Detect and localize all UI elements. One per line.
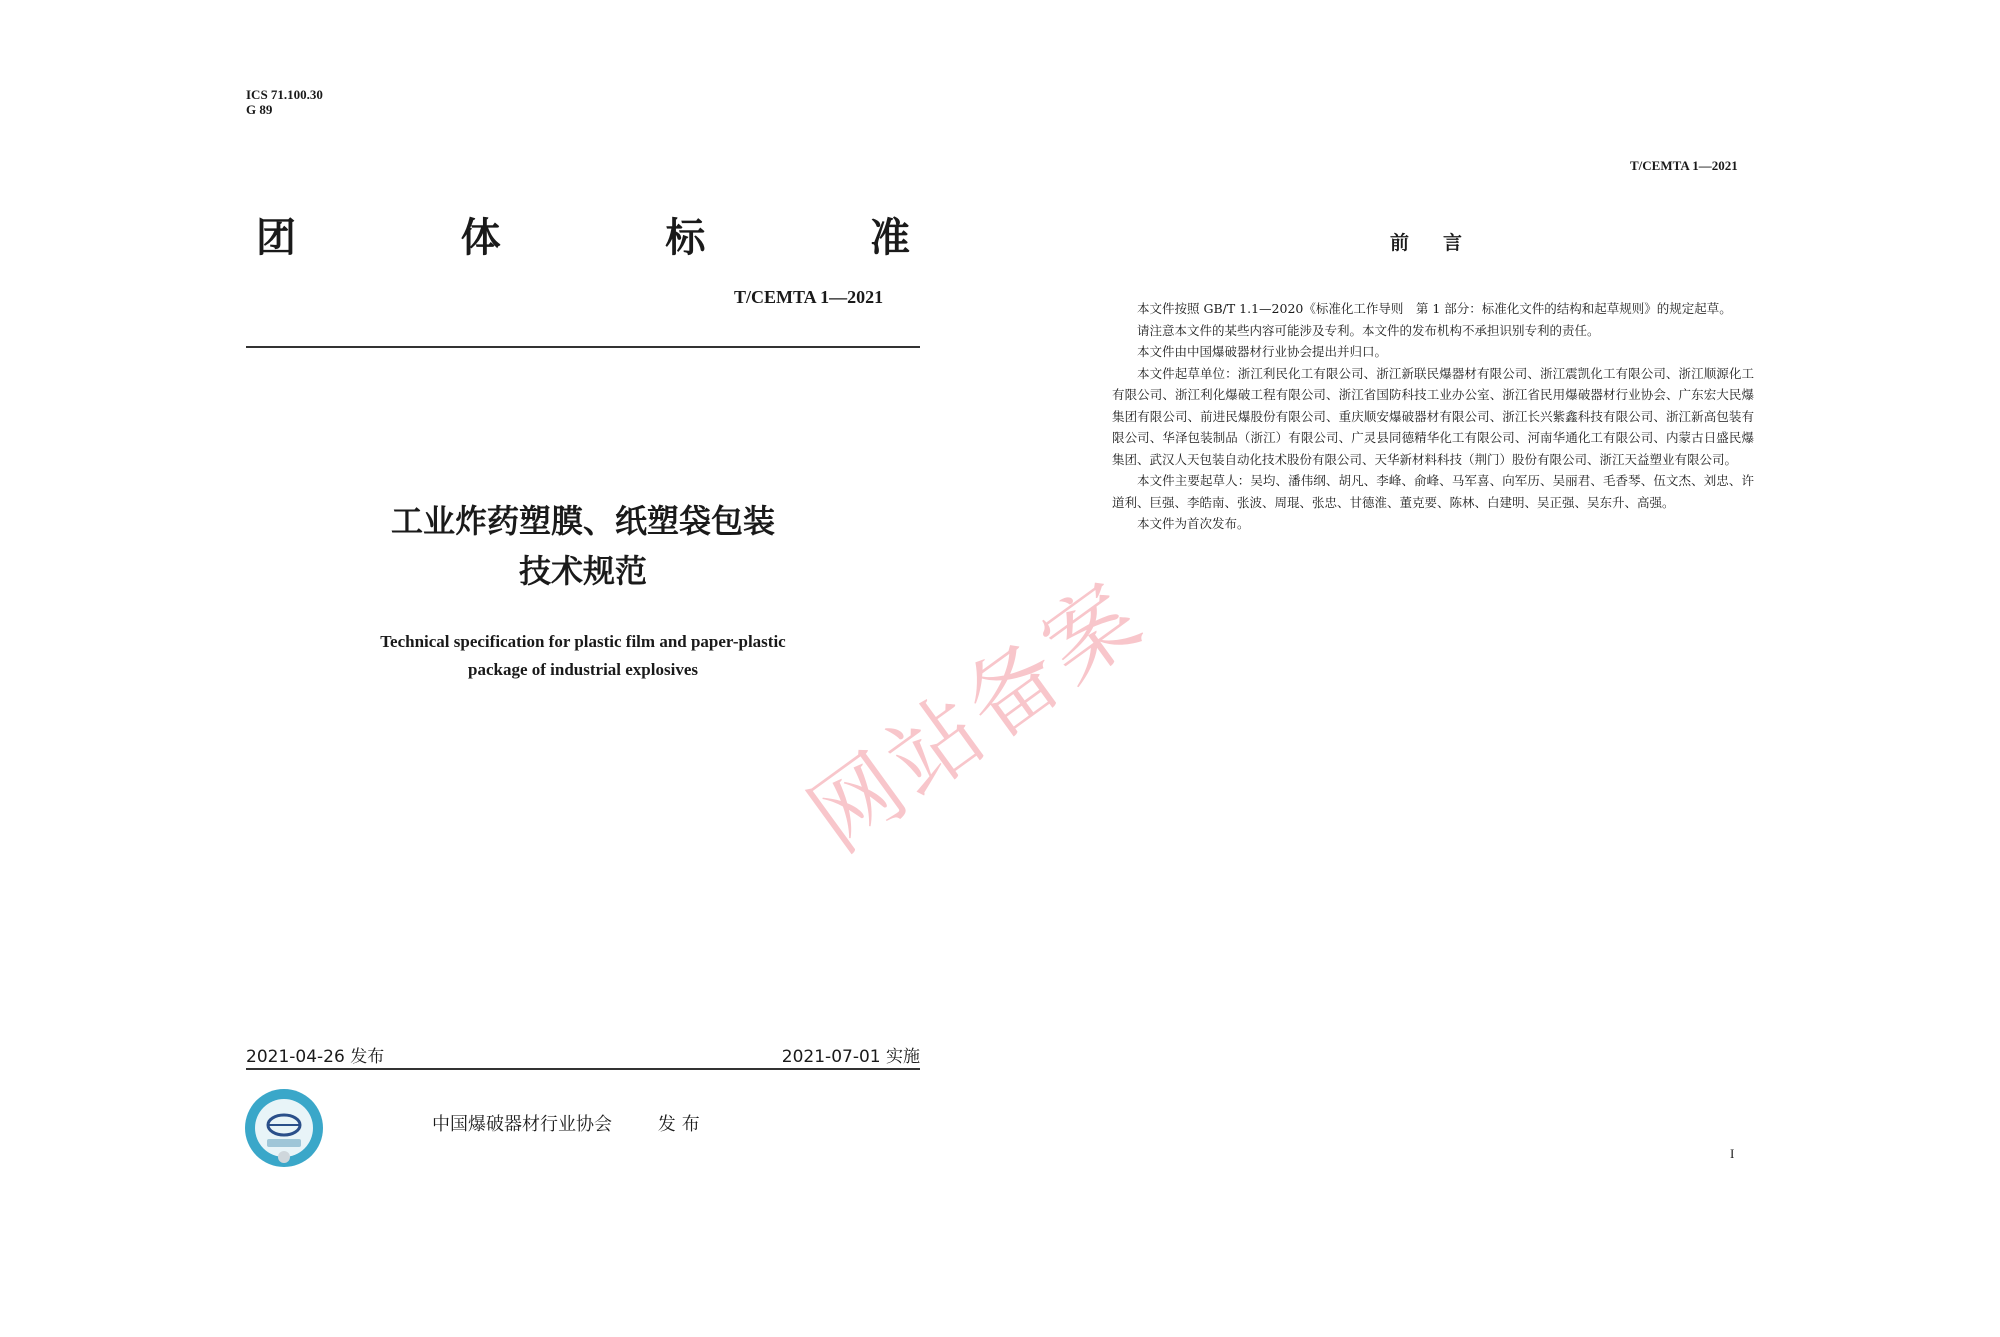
foreword-header-number: T/CEMTA 1—2021	[1630, 158, 1738, 173]
class-code: G 89	[246, 102, 273, 117]
foreword-paragraph-5: 本文件主要起草人：吴均、潘伟纲、胡凡、李峰、俞峰、马军喜、向军历、吴丽君、毛香琴、伍文杰、刘忠、许道利、巨强、李皓南、张波、周琨、张忠、甘德淮、董克要、陈林、白建明、吴正强、吴东升、高强。	[1112, 473, 1754, 510]
foreword-body	[1112, 298, 1754, 535]
ics-code: ICS 71.100.30	[246, 87, 323, 102]
page-number: I	[1730, 1146, 1735, 1161]
title-english	[246, 628, 920, 684]
foreword-paragraph-2: 请注意本文件的某些内容可能涉及专利。本文件的发布机构不承担识别专利的责任。	[1137, 322, 1600, 338]
title-chinese-line-1: 工业炸药塑膜、纸塑袋包装	[390, 502, 775, 540]
date-row	[246, 1042, 920, 1067]
publisher-name: 中国爆破器材行业协会	[432, 1114, 612, 1135]
standard-number: T/CEMTA 1—2021	[734, 287, 884, 307]
title-chinese	[246, 496, 920, 596]
title-english-line-2: package of industrial explosives	[468, 660, 698, 679]
title-chinese-line-2: 技术规范	[518, 552, 647, 590]
standard-type-heading	[256, 206, 912, 266]
certification-seal-icon	[243, 1087, 325, 1169]
bottom-divider	[246, 1068, 920, 1070]
foreword-paragraph-1: 本文件按照 GB/T 1.1—2020《标准化工作导则 第 1 部分：标准化文件的结构和起草规则》的规定起草。	[1137, 301, 1732, 316]
foreword-paragraph-4: 本文件起草单位：浙江利民化工有限公司、浙江新联民爆器材有限公司、浙江震凯化工有限公司、浙江顺源化工有限公司、浙江利化爆破工程有限公司、浙江省国防科技工业办公室、浙江省民用爆破器材行业协会、广东宏大民爆集团有限公司、前进民爆股份有限公司、重庆顺安爆破器材有限公司、浙江长兴紫鑫科技有限公司、浙江新高包装有限公司、华泽包装制品（浙江）有限公司、广灵县同德精华化工有限公司、河南华通化工有限公司、内蒙古日盛民爆集团、武汉人天包装自动化技术股份有限公司、天华新材料科技（荆门）股份有限公司、浙江天益塑业有限公司。	[1112, 365, 1754, 467]
foreword-paragraph-6: 本文件为首次发布。	[1137, 516, 1250, 531]
foreword-title: 前言	[1390, 232, 1497, 254]
standard-type-char-4: 准	[869, 215, 912, 261]
foreword-paragraph-3: 本文件由中国爆破器材行业协会提出并归口。	[1137, 344, 1388, 359]
standard-type-char-3: 标	[665, 215, 708, 261]
standard-type-char-2: 体	[460, 215, 503, 261]
standard-type-char-1: 团	[256, 215, 298, 261]
title-english-line-1: Technical specification for plastic film and paper-plastic	[380, 632, 786, 651]
issue-date: 2021-04-26 发布	[246, 1047, 385, 1067]
implement-date: 2021-07-01 实施	[781, 1047, 920, 1067]
classification-codes	[246, 87, 323, 117]
publish-label: 发布	[657, 1114, 706, 1135]
top-divider	[246, 346, 920, 348]
publisher-row	[432, 1110, 706, 1136]
watermark-text: 网站备案	[790, 561, 1164, 873]
